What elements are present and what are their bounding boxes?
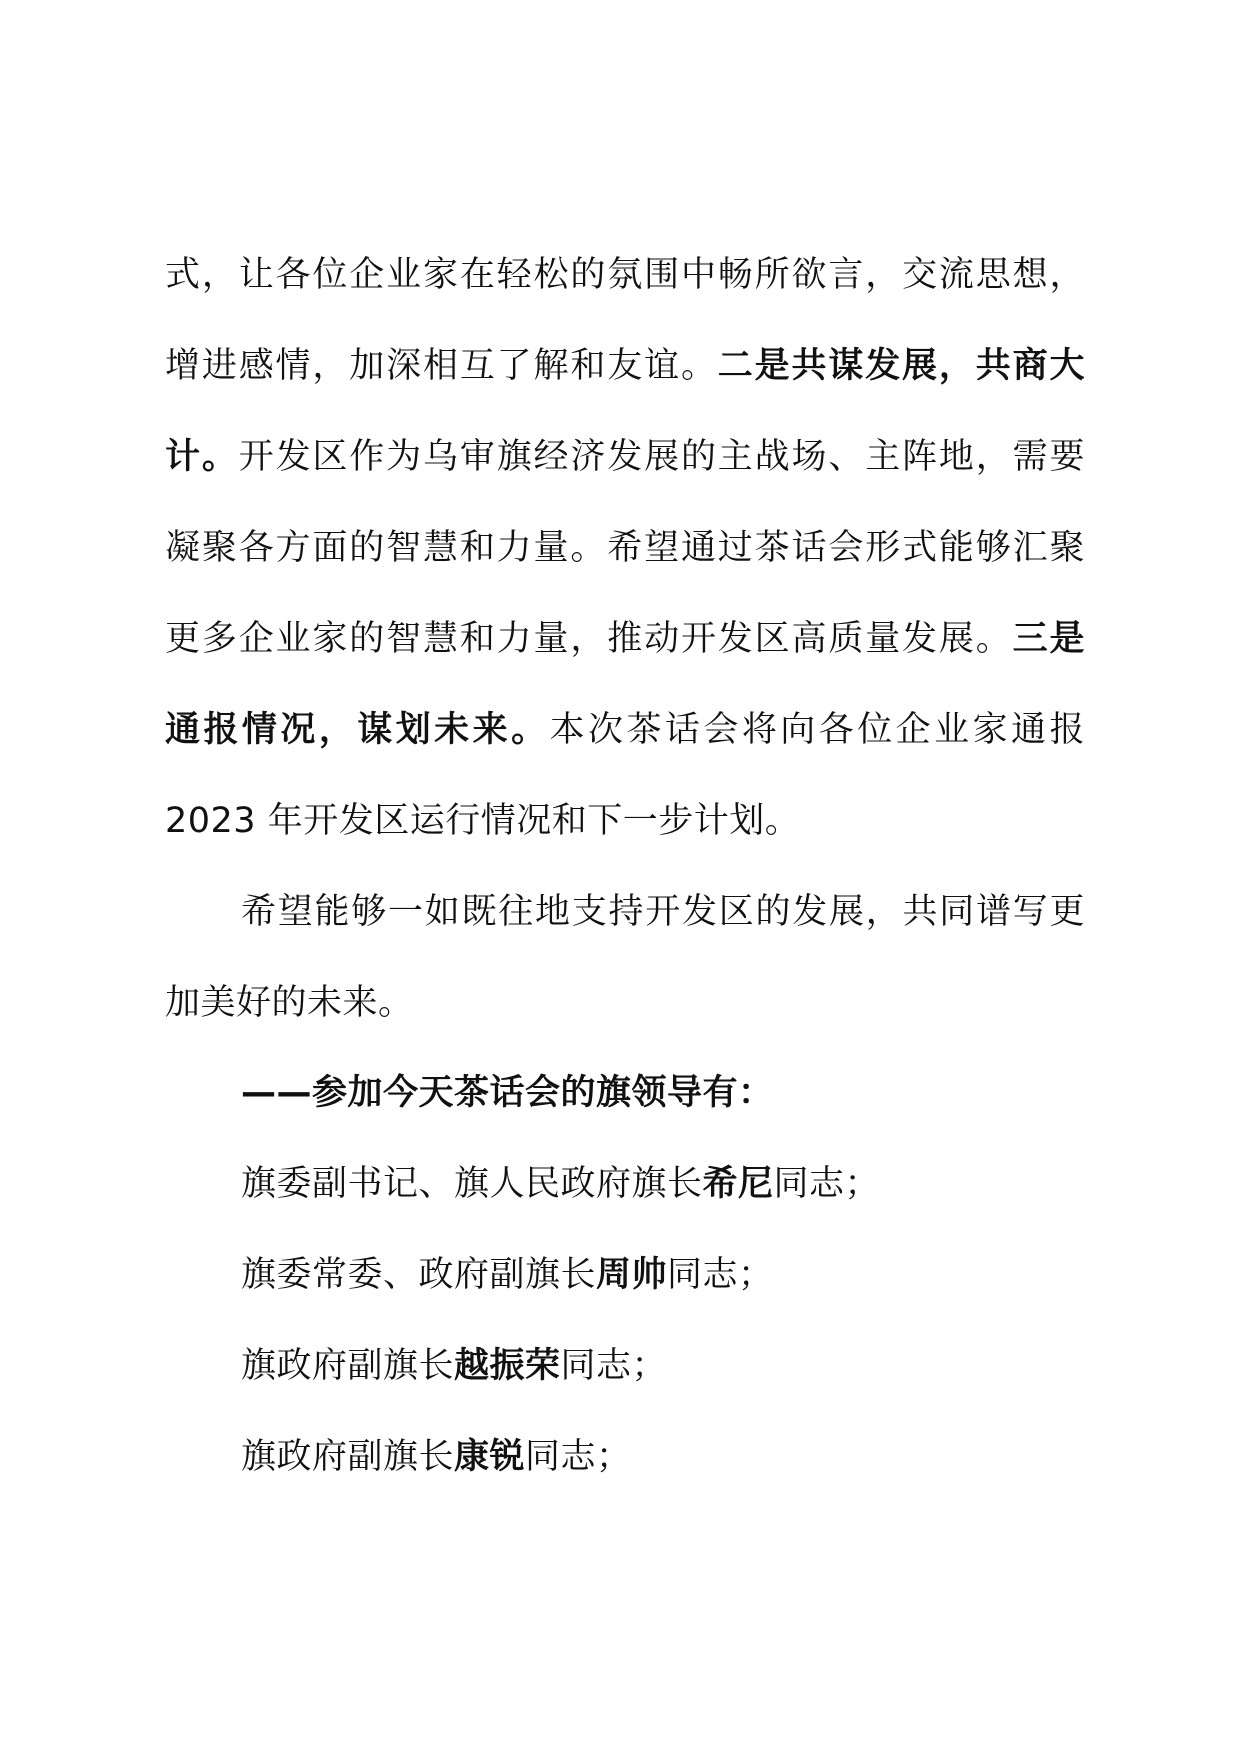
leader-entry (241, 1139, 1081, 1230)
leader-entry (241, 1412, 1081, 1503)
leader-title: 旗政府副旗长 (241, 1346, 455, 1386)
leaders-list (241, 1048, 1081, 1503)
leader-entry (241, 1230, 1081, 1321)
leader-name: 越振荣 (454, 1346, 561, 1386)
paragraph-closing-wish: 希望能够一如既往地支持开发区的发展，共同谱写更加美好的未来。 (165, 892, 1085, 1023)
leader-name: 周帅 (596, 1255, 668, 1295)
body-text (165, 230, 1085, 1049)
leaders-heading: ——参加今天茶话会的旗领导有： (241, 1073, 774, 1113)
leader-entry (241, 1321, 1081, 1412)
leader-suffix: 同志； (773, 1164, 881, 1204)
leader-name: 康锐 (454, 1437, 526, 1477)
leader-name: 希尼 (702, 1164, 774, 1204)
bold-point-three: 三是通报情况，谋划未来。 (165, 619, 1085, 750)
leader-suffix: 同志； (560, 1346, 668, 1386)
paragraph-meeting-purposes (165, 230, 1085, 867)
bold-point-two: 二是共谋发展，共商大计。 (165, 346, 1085, 477)
paragraph-text: 开发区作为乌审旗经济发展的主战场、主阵地，需要凝聚各方面的智慧和力量。希望通过茶话会形式能够汇聚更多企业家的智慧和力量，推动开发区高质量发展。 (165, 437, 1085, 659)
leader-title: 旗政府副旗长 (241, 1437, 455, 1477)
leader-title: 旗委副书记、旗人民政府旗长 (241, 1164, 703, 1204)
leader-suffix: 同志； (667, 1255, 774, 1295)
leader-title: 旗委常委、政府副旗长 (241, 1255, 597, 1295)
paragraph-text: 式，让各位企业家在轻松的氛围中畅所欲言，交流思想，增进感情，加深相互了解和友谊。 (165, 255, 1085, 386)
paragraph-text: 本次茶话会将向各位企业家通报 2023 年开发区运行情况和下一步计划。 (165, 710, 1085, 841)
leader-suffix: 同志； (525, 1437, 632, 1477)
